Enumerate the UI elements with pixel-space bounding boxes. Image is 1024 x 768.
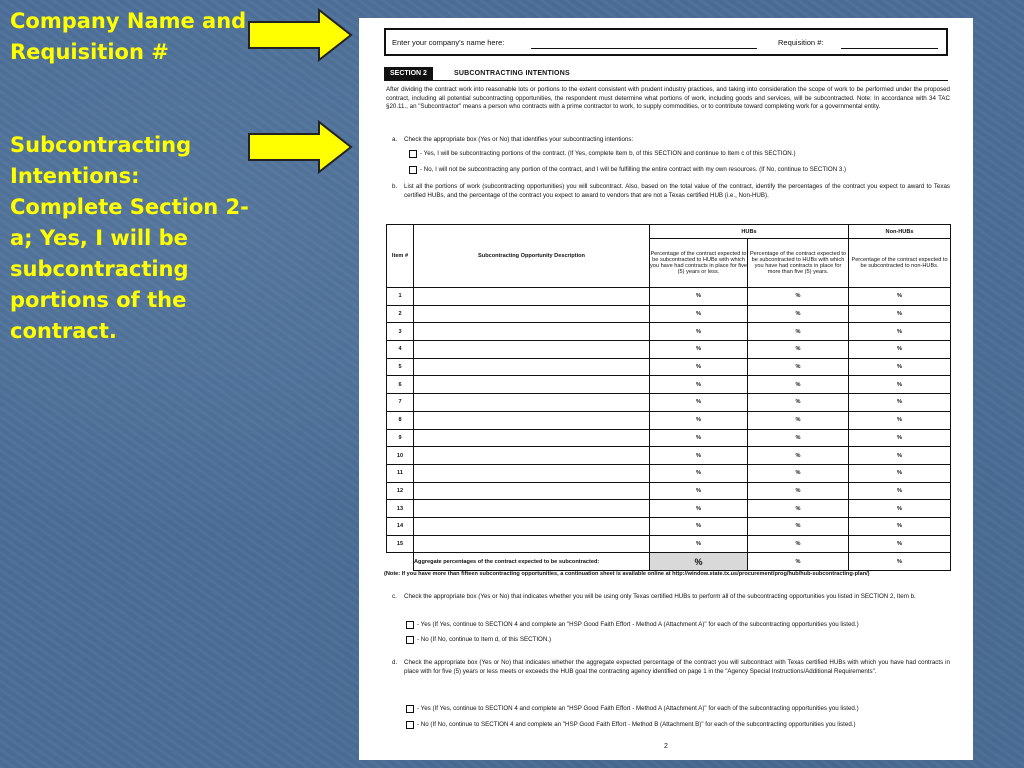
- row-description-field[interactable]: [414, 323, 650, 341]
- item-c-yes-text: - Yes (If Yes, continue to SECTION 4 and complete an "HSP Good Faith Effort - Method A (Attachment A)" for each of the subcontracting opportunities you listed.): [417, 621, 859, 628]
- requisition-label: Requisition #:: [778, 38, 824, 47]
- col-item-header: Item #: [387, 225, 414, 288]
- row-hub-more-five-percent[interactable]: %: [748, 341, 849, 359]
- row-hub-five-less-percent[interactable]: %: [650, 517, 748, 535]
- arrow-right-icon: [247, 120, 355, 174]
- item-d-text: Check the appropriate box (Yes or No) that indicates whether the aggregate expected percentage of the contract you will subcontract with Texas certified HUBs with which you have had contracts in place with for five (5) years or less meets or exceeds the HUB goal the contracting agency identified on page 1 in the "Agency Special Instructions/Additional Requirements".: [404, 659, 950, 675]
- row-hub-five-less-percent[interactable]: %: [650, 411, 748, 429]
- row-hub-five-less-percent[interactable]: %: [650, 500, 748, 518]
- row-hub-five-less-percent[interactable]: %: [650, 394, 748, 412]
- row-description-field[interactable]: [414, 464, 650, 482]
- row-item-number: 11: [387, 464, 414, 482]
- row-nonhub-percent[interactable]: %: [849, 394, 951, 412]
- row-hub-more-five-percent[interactable]: %: [748, 376, 849, 394]
- arrow-right-icon: [247, 8, 355, 62]
- table-row: [387, 323, 951, 341]
- row-description-field[interactable]: [414, 376, 650, 394]
- row-item-number: 1: [387, 288, 414, 306]
- table-row: [387, 535, 951, 553]
- table-row: [387, 394, 951, 412]
- item-a-yes-checkbox[interactable]: [409, 150, 417, 158]
- table-row: [387, 429, 951, 447]
- company-name-field[interactable]: [531, 48, 757, 49]
- row-hub-five-less-percent[interactable]: %: [650, 464, 748, 482]
- row-description-field[interactable]: [414, 500, 650, 518]
- aggregate-hub-five-less[interactable]: %: [650, 553, 748, 571]
- row-hub-five-less-percent[interactable]: %: [650, 288, 748, 306]
- row-description-field[interactable]: [414, 288, 650, 306]
- row-hub-more-five-percent[interactable]: %: [748, 500, 849, 518]
- row-item-number: 14: [387, 517, 414, 535]
- requisition-field[interactable]: [841, 48, 938, 49]
- col-hub-more-five-header: Percentage of the contract expected to be subcontracted to HUBs with which you have had contracts in place for more than five (5) years.: [748, 239, 849, 288]
- item-c-no-checkbox[interactable]: [406, 636, 414, 644]
- page-number: 2: [664, 743, 668, 750]
- company-name-label: Enter your company's name here:: [392, 38, 505, 47]
- item-b-label: b.: [392, 183, 398, 190]
- row-description-field[interactable]: [414, 305, 650, 323]
- row-nonhub-percent[interactable]: %: [849, 464, 951, 482]
- row-hub-more-five-percent[interactable]: %: [748, 482, 849, 500]
- row-item-number: 9: [387, 429, 414, 447]
- row-hub-five-less-percent[interactable]: %: [650, 376, 748, 394]
- row-nonhub-percent[interactable]: %: [849, 535, 951, 553]
- row-hub-five-less-percent[interactable]: %: [650, 341, 748, 359]
- hubs-group-header: HUBs: [650, 225, 849, 239]
- row-description-field[interactable]: [414, 517, 650, 535]
- row-hub-five-less-percent[interactable]: %: [650, 305, 748, 323]
- company-requisition-box: [384, 28, 948, 56]
- aggregate-hub-more-five[interactable]: %: [748, 553, 849, 571]
- section-title: SUBCONTRACTING INTENTIONS: [454, 70, 570, 77]
- row-hub-more-five-percent[interactable]: %: [748, 305, 849, 323]
- row-hub-more-five-percent[interactable]: %: [748, 358, 849, 376]
- item-c-label: c.: [392, 593, 397, 600]
- table-row: [387, 500, 951, 518]
- row-item-number: 13: [387, 500, 414, 518]
- row-item-number: 5: [387, 358, 414, 376]
- subcontracting-table: [386, 224, 951, 571]
- item-d-yes-checkbox[interactable]: [406, 705, 414, 713]
- row-nonhub-percent[interactable]: %: [849, 411, 951, 429]
- row-hub-more-five-percent[interactable]: %: [748, 464, 849, 482]
- row-item-number: 15: [387, 535, 414, 553]
- item-c-no-text: - No (If No, continue to Item d, of this SECTION.): [417, 636, 552, 643]
- item-a-label: a.: [392, 136, 398, 143]
- item-a-no-text: - No, I will not be subcontracting any portion of the contract, and I will be fulfilling the entire contract with my own resources. (If No, continue to SECTION 3.): [420, 166, 847, 173]
- row-description-field[interactable]: [414, 394, 650, 412]
- hsp-form-page: [359, 18, 973, 760]
- row-nonhub-percent[interactable]: %: [849, 500, 951, 518]
- item-d-label: d.: [392, 659, 398, 666]
- nonhubs-group-header: Non-HUBs: [849, 225, 951, 239]
- row-hub-more-five-percent[interactable]: %: [748, 517, 849, 535]
- table-row: [387, 376, 951, 394]
- table-row: [387, 288, 951, 306]
- table-row: [387, 411, 951, 429]
- col-nonhub-header: Percentage of the contract expected to be subcontracted to non-HUBs.: [849, 239, 951, 288]
- row-hub-more-five-percent[interactable]: %: [748, 429, 849, 447]
- row-item-number: 10: [387, 447, 414, 465]
- row-nonhub-percent[interactable]: %: [849, 341, 951, 359]
- section-number: SECTION 2: [384, 67, 433, 80]
- row-hub-five-less-percent[interactable]: %: [650, 323, 748, 341]
- row-hub-five-less-percent[interactable]: %: [650, 358, 748, 376]
- row-hub-five-less-percent[interactable]: %: [650, 482, 748, 500]
- table-row: [387, 464, 951, 482]
- row-nonhub-percent[interactable]: %: [849, 376, 951, 394]
- row-hub-five-less-percent[interactable]: %: [650, 429, 748, 447]
- row-hub-five-less-percent[interactable]: %: [650, 447, 748, 465]
- continuation-note: (Note: If you have more than fifteen subcontracting opportunities, a continuation sheet is available online at http://window.state.tx.us/procurement/prog/hub/hub-subcontracting-plan/): [384, 571, 870, 577]
- table-row: [387, 482, 951, 500]
- row-nonhub-percent[interactable]: %: [849, 288, 951, 306]
- table-row: [387, 517, 951, 535]
- item-b-text: List all the portions of work (subcontracting opportunities) you will subcontract. Also, based on the total value of the contract, identify the percentages of the contract you expect to award to Texas certified HUBs, and the percentage of the contract you expect to award to vendors that are not a Texas certified HUB (i.e., Non-HUB).: [404, 183, 950, 199]
- item-d-no-checkbox[interactable]: [406, 721, 414, 729]
- callout-company-requisition: Company Name and Requisition #: [10, 9, 247, 64]
- item-d-yes-text: - Yes (If Yes, continue to SECTION 4 and complete an "HSP Good Faith Effort - Method A (Attachment A)" for each of the subcontracting opportunities you listed.): [417, 705, 859, 712]
- section-intro: After dividing the contract work into reasonable lots or portions to the extent consistent with prudent industry practices, and taking into consideration the scope of work to be performed under the proposed contract, including all potential subcontracting opportunities, the respondent must determine what portions of work, including goods and services, will be subcontracted. Note: In accordance with 34 TAC §20.11., an "Subcontractor" means a person who contracts with a prime contractor to work, to supply commodities, or to contribute toward completing work for a governmental entity.: [386, 86, 950, 111]
- row-hub-five-less-percent[interactable]: %: [650, 535, 748, 553]
- row-description-field[interactable]: [414, 482, 650, 500]
- col-hub-five-less-header: Percentage of the contract expected to be subcontracted to HUBs with which you have had contracts in place for five (5) years or less.: [650, 239, 748, 288]
- aggregate-label: Aggregate percentages of the contract expected to be subcontracted:: [414, 553, 650, 571]
- table-row: [387, 358, 951, 376]
- callout-subcontracting-intentions: Subcontracting Intentions: Complete Section 2-a; Yes, I will be subcontracting portions of the contract.: [10, 133, 249, 343]
- item-a-yes-text: - Yes, I will be subcontracting portions of the contract. (If Yes, complete Item b, of this SECTION and continue to Item c of this SECTION.): [420, 150, 796, 157]
- row-nonhub-percent[interactable]: %: [849, 447, 951, 465]
- table-row: [387, 341, 951, 359]
- row-nonhub-percent[interactable]: %: [849, 358, 951, 376]
- row-description-field[interactable]: [414, 429, 650, 447]
- item-a-text: Check the appropriate box (Yes or No) that identifies your subcontracting intentions:: [404, 136, 634, 143]
- row-nonhub-percent[interactable]: %: [849, 429, 951, 447]
- section-header: [384, 67, 948, 81]
- row-nonhub-percent[interactable]: %: [849, 517, 951, 535]
- row-item-number: 7: [387, 394, 414, 412]
- row-nonhub-percent[interactable]: %: [849, 323, 951, 341]
- item-d-no-text: - No (If No, continue to SECTION 4 and complete an "HSP Good Faith Effort - Method B (Attachment B)" for each of the subcontracting opportunities you listed.): [417, 721, 856, 728]
- row-hub-more-five-percent[interactable]: %: [748, 288, 849, 306]
- row-item-number: 2: [387, 305, 414, 323]
- row-hub-more-five-percent[interactable]: %: [748, 394, 849, 412]
- row-item-number: 12: [387, 482, 414, 500]
- row-nonhub-percent[interactable]: %: [849, 305, 951, 323]
- row-hub-more-five-percent[interactable]: %: [748, 411, 849, 429]
- col-desc-header: Subcontracting Opportunity Description: [414, 225, 650, 288]
- item-a-no-checkbox[interactable]: [409, 166, 417, 174]
- row-description-field[interactable]: [414, 341, 650, 359]
- row-description-field[interactable]: [414, 535, 650, 553]
- row-description-field[interactable]: [414, 447, 650, 465]
- row-hub-more-five-percent[interactable]: %: [748, 447, 849, 465]
- row-nonhub-percent[interactable]: %: [849, 482, 951, 500]
- row-item-number: 8: [387, 411, 414, 429]
- row-item-number: 6: [387, 376, 414, 394]
- row-item-number: 4: [387, 341, 414, 359]
- aggregate-nonhub[interactable]: %: [849, 553, 951, 571]
- row-hub-more-five-percent[interactable]: %: [748, 323, 849, 341]
- item-c-yes-checkbox[interactable]: [406, 621, 414, 629]
- item-c-text: Check the appropriate box (Yes or No) that indicates whether you will be using only Texas certified HUBs to perform all of the subcontracting opportunities you listed in SECTION 2, Item b.: [404, 593, 916, 600]
- table-row: [387, 305, 951, 323]
- row-hub-more-five-percent[interactable]: %: [748, 535, 849, 553]
- row-description-field[interactable]: [414, 358, 650, 376]
- table-row: [387, 447, 951, 465]
- row-description-field[interactable]: [414, 411, 650, 429]
- row-item-number: 3: [387, 323, 414, 341]
